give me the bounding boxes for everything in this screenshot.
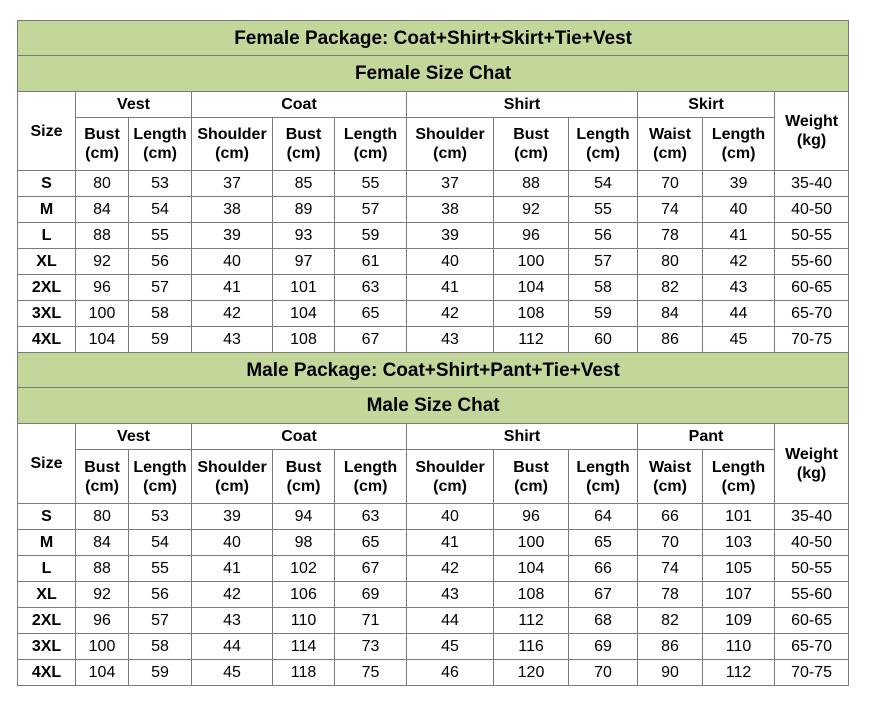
table-cell: 85 bbox=[273, 171, 335, 197]
table-cell: 39 bbox=[192, 223, 273, 249]
column-header bbox=[703, 450, 775, 504]
table-cell: 65 bbox=[569, 530, 638, 556]
weight-cell: 60-65 bbox=[775, 608, 849, 634]
group-header: Vest bbox=[76, 92, 192, 118]
column-header bbox=[76, 450, 129, 504]
weight-cell: 70-75 bbox=[775, 660, 849, 686]
table-cell: 66 bbox=[569, 556, 638, 582]
table-cell: 101 bbox=[703, 504, 775, 530]
table-cell: 82 bbox=[638, 275, 703, 301]
table-cell: 86 bbox=[638, 327, 703, 353]
table-cell: 53 bbox=[129, 171, 192, 197]
size-cell: 4XL bbox=[18, 327, 76, 353]
table-cell: 100 bbox=[494, 249, 569, 275]
table-cell: 58 bbox=[569, 275, 638, 301]
table-cell: 108 bbox=[273, 327, 335, 353]
table-row bbox=[18, 582, 849, 608]
weight-cell: 65-70 bbox=[775, 634, 849, 660]
table-cell: 106 bbox=[273, 582, 335, 608]
table-cell: 46 bbox=[407, 660, 494, 686]
table-cell: 39 bbox=[703, 171, 775, 197]
column-header-label: Waist bbox=[648, 126, 692, 143]
weight-header bbox=[775, 92, 849, 171]
column-header bbox=[335, 118, 407, 171]
column-header bbox=[638, 118, 703, 171]
table-row bbox=[18, 530, 849, 556]
table-cell: 112 bbox=[494, 608, 569, 634]
table-cell: 104 bbox=[273, 301, 335, 327]
group-header: Shirt bbox=[407, 92, 638, 118]
column-header bbox=[407, 450, 494, 504]
weight-cell: 60-65 bbox=[775, 275, 849, 301]
table-cell: 84 bbox=[76, 530, 129, 556]
table-cell: 105 bbox=[703, 556, 775, 582]
column-header-unit: (cm) bbox=[353, 145, 388, 162]
table-cell: 114 bbox=[273, 634, 335, 660]
table-row bbox=[18, 504, 849, 530]
table-cell: 57 bbox=[129, 608, 192, 634]
table-cell: 69 bbox=[335, 582, 407, 608]
table-cell: 40 bbox=[192, 530, 273, 556]
table-cell: 73 bbox=[335, 634, 407, 660]
column-header-label: Bust bbox=[285, 458, 322, 476]
table-cell: 80 bbox=[76, 171, 129, 197]
size-cell: 3XL bbox=[18, 634, 76, 660]
table-cell: 88 bbox=[76, 223, 129, 249]
column-header-unit: (cm) bbox=[721, 145, 756, 162]
size-cell: L bbox=[18, 223, 76, 249]
table-cell: 66 bbox=[638, 504, 703, 530]
table-cell: 70 bbox=[638, 530, 703, 556]
size-header: Size bbox=[18, 92, 76, 171]
table-cell: 74 bbox=[638, 197, 703, 223]
table-cell: 59 bbox=[335, 223, 407, 249]
table-cell: 57 bbox=[129, 275, 192, 301]
table-cell: 38 bbox=[407, 197, 494, 223]
table-cell: 43 bbox=[192, 327, 273, 353]
table-cell: 108 bbox=[494, 582, 569, 608]
table-cell: 90 bbox=[638, 660, 703, 686]
table-cell: 110 bbox=[703, 634, 775, 660]
column-header-label: Bust bbox=[84, 126, 120, 143]
table-cell: 107 bbox=[703, 582, 775, 608]
table-cell: 71 bbox=[335, 608, 407, 634]
column-header-unit: (cm) bbox=[143, 145, 177, 162]
table-cell: 42 bbox=[703, 249, 775, 275]
table-cell: 70 bbox=[638, 171, 703, 197]
table-cell: 53 bbox=[129, 504, 192, 530]
table-cell: 88 bbox=[494, 171, 569, 197]
weight-cell: 40-50 bbox=[775, 197, 849, 223]
table-cell: 86 bbox=[638, 634, 703, 660]
column-header bbox=[407, 118, 494, 171]
size-cell: 4XL bbox=[18, 660, 76, 686]
size-cell: M bbox=[18, 530, 76, 556]
table-cell: 78 bbox=[638, 223, 703, 249]
size-chart-sheet bbox=[17, 20, 848, 686]
column-header-unit: (cm) bbox=[514, 145, 548, 162]
table-row bbox=[18, 171, 849, 197]
size-cell: S bbox=[18, 171, 76, 197]
table-cell: 65 bbox=[335, 301, 407, 327]
table-cell: 41 bbox=[192, 556, 273, 582]
table-cell: 59 bbox=[569, 301, 638, 327]
table-cell: 56 bbox=[129, 582, 192, 608]
size-cell: 2XL bbox=[18, 608, 76, 634]
column-header bbox=[569, 450, 638, 504]
table-cell: 98 bbox=[273, 530, 335, 556]
chart-title-row bbox=[18, 388, 849, 424]
weight-cell: 50-55 bbox=[775, 556, 849, 582]
table-cell: 100 bbox=[76, 634, 129, 660]
weight-header bbox=[775, 424, 849, 504]
table-cell: 82 bbox=[638, 608, 703, 634]
column-header bbox=[335, 450, 407, 504]
weight-cell: 50-55 bbox=[775, 223, 849, 249]
column-header-unit: (cm) bbox=[433, 477, 467, 495]
column-header-unit: (cm) bbox=[143, 477, 177, 495]
size-chart-table bbox=[17, 20, 849, 686]
table-cell: 109 bbox=[703, 608, 775, 634]
table-row bbox=[18, 223, 849, 249]
table-cell: 44 bbox=[192, 634, 273, 660]
table-cell: 59 bbox=[129, 660, 192, 686]
table-cell: 97 bbox=[273, 249, 335, 275]
column-header-unit: (cm) bbox=[586, 145, 620, 162]
table-cell: 54 bbox=[129, 530, 192, 556]
column-header-unit: (cm) bbox=[286, 477, 321, 495]
table-cell: 84 bbox=[76, 197, 129, 223]
table-cell: 39 bbox=[407, 223, 494, 249]
column-header bbox=[569, 118, 638, 171]
table-cell: 58 bbox=[129, 301, 192, 327]
column-header bbox=[703, 118, 775, 171]
table-cell: 43 bbox=[407, 327, 494, 353]
column-header-unit: (cm) bbox=[586, 477, 620, 495]
size-cell: L bbox=[18, 556, 76, 582]
column-header-label: Length bbox=[711, 458, 766, 476]
table-cell: 43 bbox=[703, 275, 775, 301]
table-cell: 104 bbox=[76, 660, 129, 686]
column-header bbox=[192, 450, 273, 504]
table-cell: 40 bbox=[407, 249, 494, 275]
table-cell: 69 bbox=[569, 634, 638, 660]
table-cell: 70 bbox=[569, 660, 638, 686]
group-header: Coat bbox=[192, 424, 407, 450]
column-header-unit: (cm) bbox=[85, 477, 119, 495]
group-header-row bbox=[18, 92, 849, 118]
column-header bbox=[494, 450, 569, 504]
weight-cell: 70-75 bbox=[775, 327, 849, 353]
column-header bbox=[273, 450, 335, 504]
table-cell: 42 bbox=[407, 301, 494, 327]
table-cell: 55 bbox=[569, 197, 638, 223]
table-cell: 120 bbox=[494, 660, 569, 686]
column-header-label: Bust bbox=[285, 126, 322, 143]
female-section bbox=[18, 21, 849, 353]
column-header-label: Shoulder bbox=[197, 458, 267, 476]
table-cell: 74 bbox=[638, 556, 703, 582]
column-header-label: Shoulder bbox=[415, 126, 485, 143]
column-header-unit: (cm) bbox=[353, 477, 388, 495]
table-cell: 112 bbox=[703, 660, 775, 686]
table-row bbox=[18, 556, 849, 582]
weight-cell: 40-50 bbox=[775, 530, 849, 556]
table-cell: 41 bbox=[407, 530, 494, 556]
group-header: Pant bbox=[638, 424, 775, 450]
column-header bbox=[273, 118, 335, 171]
column-header-unit: (cm) bbox=[721, 477, 756, 495]
column-header-row bbox=[18, 450, 849, 504]
column-header-label: Shoulder bbox=[415, 458, 485, 476]
table-cell: 60 bbox=[569, 327, 638, 353]
column-header bbox=[638, 450, 703, 504]
table-cell: 54 bbox=[129, 197, 192, 223]
table-cell: 96 bbox=[76, 275, 129, 301]
table-cell: 56 bbox=[129, 249, 192, 275]
column-header-unit: (cm) bbox=[433, 145, 467, 162]
table-cell: 63 bbox=[335, 504, 407, 530]
group-header: Vest bbox=[76, 424, 192, 450]
column-header-unit: (cm) bbox=[653, 145, 687, 162]
size-cell: M bbox=[18, 197, 76, 223]
column-header-unit: (cm) bbox=[85, 145, 119, 162]
table-cell: 43 bbox=[192, 608, 273, 634]
column-header bbox=[494, 118, 569, 171]
table-cell: 43 bbox=[407, 582, 494, 608]
group-header: Coat bbox=[192, 92, 407, 118]
table-cell: 108 bbox=[494, 301, 569, 327]
table-cell: 118 bbox=[273, 660, 335, 686]
table-cell: 38 bbox=[192, 197, 273, 223]
table-cell: 40 bbox=[407, 504, 494, 530]
table-row bbox=[18, 608, 849, 634]
table-row bbox=[18, 301, 849, 327]
male-section bbox=[18, 353, 849, 686]
column-header-label: Length bbox=[711, 126, 766, 143]
table-cell: 56 bbox=[569, 223, 638, 249]
column-header-label: Length bbox=[133, 458, 187, 476]
table-cell: 44 bbox=[703, 301, 775, 327]
table-cell: 41 bbox=[192, 275, 273, 301]
column-header-row bbox=[18, 118, 849, 171]
table-cell: 41 bbox=[703, 223, 775, 249]
table-cell: 104 bbox=[494, 556, 569, 582]
table-cell: 55 bbox=[129, 556, 192, 582]
table-cell: 110 bbox=[273, 608, 335, 634]
table-cell: 100 bbox=[76, 301, 129, 327]
column-header-unit: (cm) bbox=[215, 145, 249, 162]
table-cell: 37 bbox=[192, 171, 273, 197]
table-cell: 80 bbox=[638, 249, 703, 275]
table-row bbox=[18, 634, 849, 660]
table-cell: 100 bbox=[494, 530, 569, 556]
column-header-label: Waist bbox=[648, 458, 692, 476]
table-cell: 88 bbox=[76, 556, 129, 582]
table-cell: 67 bbox=[335, 556, 407, 582]
table-cell: 104 bbox=[76, 327, 129, 353]
group-header: Shirt bbox=[407, 424, 638, 450]
package-title: Male Package: Coat+Shirt+Pant+Tie+Vest bbox=[18, 353, 849, 388]
weight-header-label: Weight bbox=[785, 445, 839, 463]
column-header-label: Length bbox=[576, 126, 630, 143]
table-cell: 40 bbox=[703, 197, 775, 223]
table-row bbox=[18, 660, 849, 686]
table-cell: 65 bbox=[335, 530, 407, 556]
table-cell: 102 bbox=[273, 556, 335, 582]
table-cell: 59 bbox=[129, 327, 192, 353]
column-header bbox=[129, 118, 192, 171]
column-header bbox=[76, 118, 129, 171]
weight-cell: 55-60 bbox=[775, 249, 849, 275]
table-cell: 75 bbox=[335, 660, 407, 686]
column-header-unit: (cm) bbox=[215, 477, 249, 495]
package-title: Female Package: Coat+Shirt+Skirt+Tie+Vest bbox=[18, 21, 849, 56]
table-cell: 57 bbox=[335, 197, 407, 223]
column-header-label: Length bbox=[133, 126, 187, 143]
column-header-unit: (cm) bbox=[653, 477, 687, 495]
table-cell: 45 bbox=[407, 634, 494, 660]
table-cell: 112 bbox=[494, 327, 569, 353]
table-cell: 42 bbox=[192, 301, 273, 327]
weight-header-unit: (kg) bbox=[796, 132, 827, 149]
group-header-row bbox=[18, 424, 849, 450]
table-cell: 80 bbox=[76, 504, 129, 530]
table-cell: 92 bbox=[76, 249, 129, 275]
table-cell: 94 bbox=[273, 504, 335, 530]
table-cell: 63 bbox=[335, 275, 407, 301]
size-cell: XL bbox=[18, 582, 76, 608]
table-cell: 78 bbox=[638, 582, 703, 608]
table-cell: 54 bbox=[569, 171, 638, 197]
table-cell: 92 bbox=[494, 197, 569, 223]
table-cell: 92 bbox=[76, 582, 129, 608]
column-header-label: Bust bbox=[513, 126, 549, 143]
column-header-unit: (cm) bbox=[286, 145, 321, 162]
table-cell: 116 bbox=[494, 634, 569, 660]
column-header-label: Shoulder bbox=[197, 126, 267, 143]
column-header-label: Length bbox=[343, 458, 398, 476]
table-cell: 55 bbox=[129, 223, 192, 249]
table-cell: 104 bbox=[494, 275, 569, 301]
table-cell: 57 bbox=[569, 249, 638, 275]
table-row bbox=[18, 197, 849, 223]
column-header-label: Length bbox=[576, 458, 630, 476]
table-cell: 89 bbox=[273, 197, 335, 223]
column-header-unit: (cm) bbox=[514, 477, 548, 495]
table-cell: 39 bbox=[192, 504, 273, 530]
table-cell: 67 bbox=[569, 582, 638, 608]
weight-header-label: Weight bbox=[785, 113, 839, 130]
table-cell: 61 bbox=[335, 249, 407, 275]
chart-title-row bbox=[18, 56, 849, 92]
column-header-label: Length bbox=[343, 126, 398, 143]
group-header: Skirt bbox=[638, 92, 775, 118]
column-header bbox=[192, 118, 273, 171]
table-cell: 101 bbox=[273, 275, 335, 301]
weight-cell: 65-70 bbox=[775, 301, 849, 327]
weight-cell: 35-40 bbox=[775, 171, 849, 197]
weight-header-unit: (kg) bbox=[796, 464, 827, 482]
table-cell: 45 bbox=[192, 660, 273, 686]
size-cell: 3XL bbox=[18, 301, 76, 327]
column-header-label: Bust bbox=[84, 458, 120, 476]
weight-cell: 35-40 bbox=[775, 504, 849, 530]
weight-cell: 55-60 bbox=[775, 582, 849, 608]
table-cell: 42 bbox=[407, 556, 494, 582]
table-cell: 103 bbox=[703, 530, 775, 556]
table-cell: 96 bbox=[494, 223, 569, 249]
table-cell: 84 bbox=[638, 301, 703, 327]
table-cell: 67 bbox=[335, 327, 407, 353]
table-cell: 64 bbox=[569, 504, 638, 530]
table-row bbox=[18, 275, 849, 301]
table-row bbox=[18, 327, 849, 353]
table-cell: 96 bbox=[76, 608, 129, 634]
package-title-row bbox=[18, 21, 849, 56]
table-row bbox=[18, 249, 849, 275]
chart-title: Female Size Chat bbox=[18, 56, 849, 92]
table-cell: 55 bbox=[335, 171, 407, 197]
table-cell: 68 bbox=[569, 608, 638, 634]
table-cell: 58 bbox=[129, 634, 192, 660]
size-header: Size bbox=[18, 424, 76, 504]
size-cell: S bbox=[18, 504, 76, 530]
table-cell: 96 bbox=[494, 504, 569, 530]
table-cell: 37 bbox=[407, 171, 494, 197]
table-cell: 42 bbox=[192, 582, 273, 608]
table-cell: 93 bbox=[273, 223, 335, 249]
table-cell: 41 bbox=[407, 275, 494, 301]
chart-title: Male Size Chat bbox=[18, 388, 849, 424]
size-cell: XL bbox=[18, 249, 76, 275]
column-header bbox=[129, 450, 192, 504]
table-cell: 44 bbox=[407, 608, 494, 634]
table-cell: 45 bbox=[703, 327, 775, 353]
package-title-row bbox=[18, 353, 849, 388]
size-cell: 2XL bbox=[18, 275, 76, 301]
column-header-label: Bust bbox=[513, 458, 549, 476]
table-cell: 40 bbox=[192, 249, 273, 275]
